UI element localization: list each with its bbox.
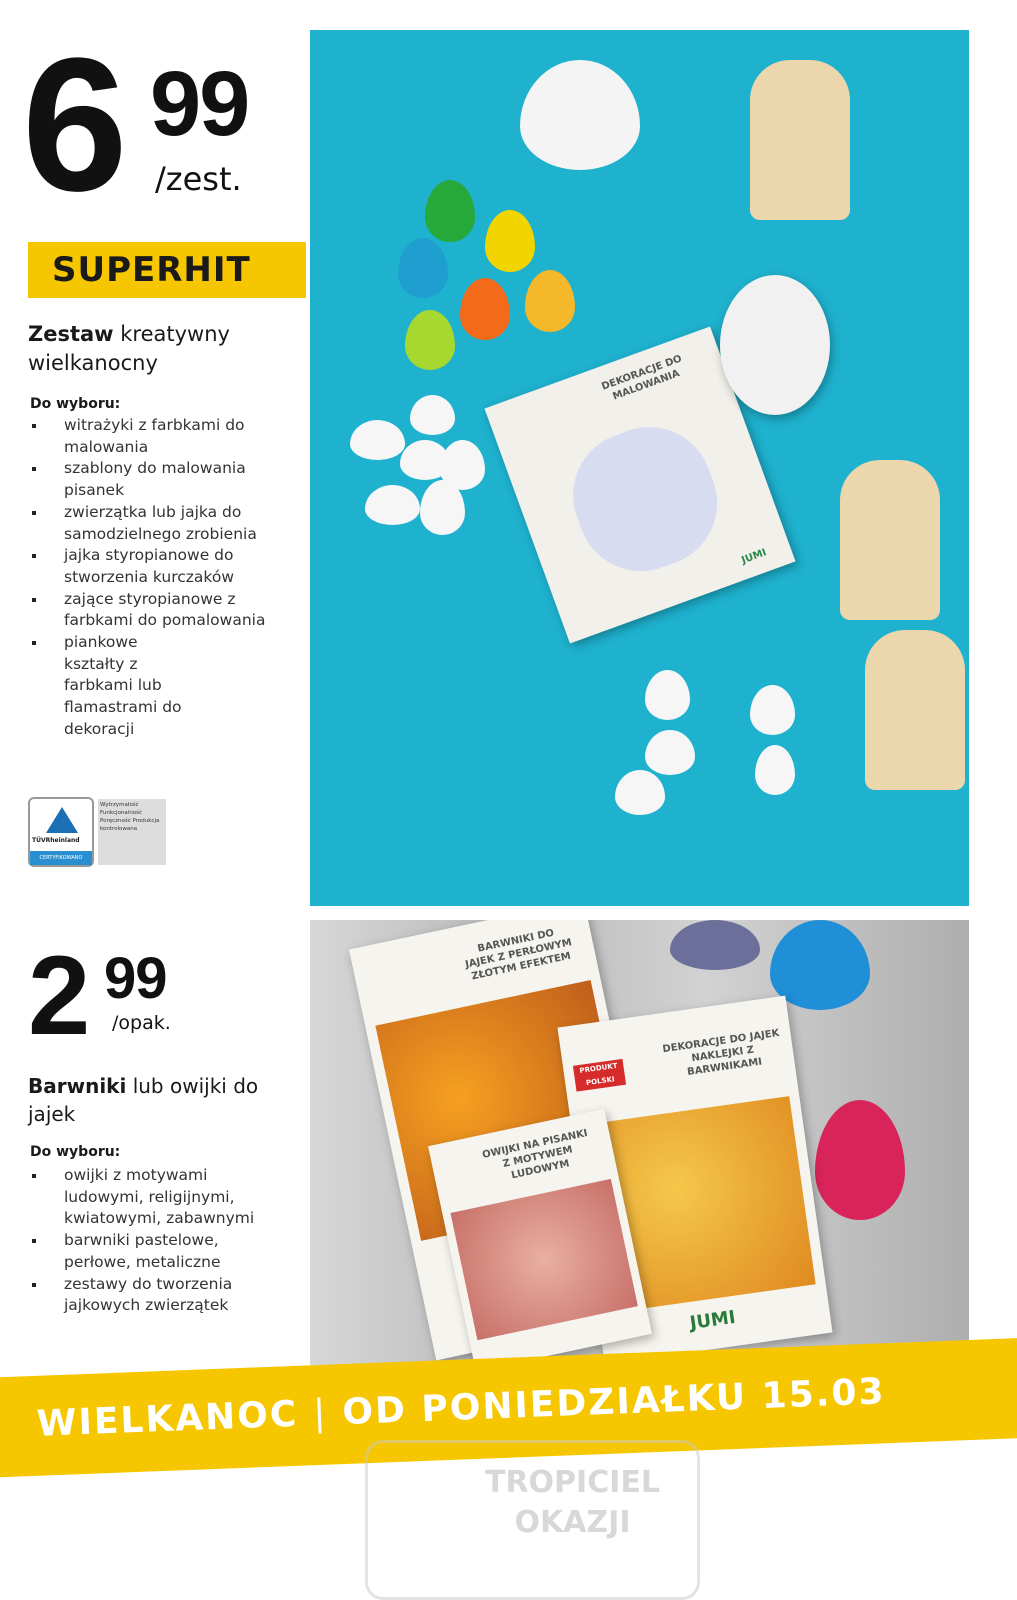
price-1-cents: 99 [150, 53, 249, 155]
list-item: zające styropianowe z farbkami do pomalowania [28, 589, 278, 632]
list-item: witrażyki z farbkami do malowania [28, 415, 278, 458]
tuv-text: Wytrzymałość Funkcjonalność Poręczność Produkcja kontrolowana [98, 799, 166, 865]
package-brand: JUMI [740, 547, 769, 567]
package-title: BARWNIKI DO JAJEK Z PERŁOWYM ZŁOTYM EFEKTEM [464, 927, 573, 983]
purple-egg [670, 920, 760, 970]
foam-egg [750, 685, 795, 735]
product-2-title [28, 1072, 278, 1128]
package-title: DEKORACJE DO MALOWANIA [600, 353, 684, 403]
stencil-egg [485, 210, 535, 272]
list-item: jajka styropianowe do stworzenia kurczaków [28, 545, 278, 588]
stencil-egg [398, 238, 448, 298]
pink-egg [815, 1100, 905, 1220]
foam-egg [645, 670, 690, 720]
product-2-photo [310, 920, 969, 1365]
package-badge: PRODUKT POLSKI [573, 1059, 626, 1092]
product-1-choice-label: Do wyboru: [30, 396, 121, 412]
product-2-title-bold: Barwniki [28, 1074, 127, 1098]
product-1-title-bold: Zestaw [28, 322, 114, 346]
foam-egg [365, 485, 420, 525]
stencil-egg [425, 180, 475, 242]
watermark [365, 1440, 700, 1600]
foam-egg [755, 745, 795, 795]
stencil-egg [405, 310, 455, 370]
watermark-line-2: OKAZJI [514, 1505, 631, 1540]
package-title: OWIJKI NA PISANKI Z MOTYWEM LUDOWYM [481, 1127, 589, 1182]
tuv-status: CERTYFIKOWANO [30, 851, 92, 865]
stencil-egg [460, 278, 510, 340]
price-1-unit: /zest. [155, 160, 242, 198]
product-1-title-rest: kreatywny wielkanocny [28, 322, 230, 375]
package-title: DEKORACJE DO JAJEK NAKLEJKI Z BARWNIKAMI [661, 1027, 781, 1078]
product-2-title-rest: lub owijki do jajek [28, 1074, 259, 1126]
foam-bunny [520, 60, 640, 170]
foam-egg [350, 420, 405, 460]
list-item: zestawy do tworzenia jajkowych zwierzątek [28, 1274, 258, 1317]
price-2-unit: /opak. [112, 1012, 171, 1034]
triangle-icon [46, 807, 78, 833]
wooden-bunny [865, 630, 965, 790]
list-item: owijki z motywami ludowymi, religijnymi, kwiatowymi, zabawnymi [28, 1165, 278, 1230]
price-2-main: 2 [28, 933, 87, 1058]
tuv-logo [28, 797, 94, 867]
price-2-cents: 99 [104, 946, 167, 1011]
tuv-certificate [28, 797, 168, 867]
wooden-bunny [840, 460, 940, 620]
foam-egg [615, 770, 665, 815]
wrapped-eggs-image [450, 1179, 637, 1340]
banner-divider: | [312, 1392, 329, 1435]
stencil-egg [525, 270, 575, 332]
superhit-badge: SUPERHIT [28, 242, 306, 298]
product-2-choice-label: Do wyboru: [30, 1144, 121, 1160]
product-2-options [28, 1165, 278, 1317]
product-1-photo [310, 30, 969, 906]
egg-stencil-card [720, 275, 830, 415]
tuv-brand: TÜVRheinland [32, 837, 80, 844]
banner-left-text: WIELKANOC [36, 1393, 299, 1445]
list-item: barwniki pastelowe, perłowe, metaliczne [28, 1230, 238, 1273]
list-item: zwierzątka lub jajka do samodzielnego zrobienia [28, 502, 278, 545]
wooden-bunny [750, 60, 850, 220]
foam-egg [645, 730, 695, 775]
flower-shape [555, 409, 734, 588]
list-item: szablony do malowania pisanek [28, 458, 278, 501]
price-1-main: 6 [22, 19, 124, 231]
watermark-line-1: TROPICIEL [484, 1465, 660, 1500]
package-brand: JUMI [688, 1306, 737, 1334]
product-1-options [28, 415, 278, 741]
foam-egg [410, 395, 455, 435]
list-item: piankowe kształty z farbkami lub flamastrami do dekoracji [28, 632, 188, 741]
banner-right-text: OD PONIEDZIAŁKU 15.03 [341, 1371, 887, 1434]
product-1-title [28, 320, 288, 378]
